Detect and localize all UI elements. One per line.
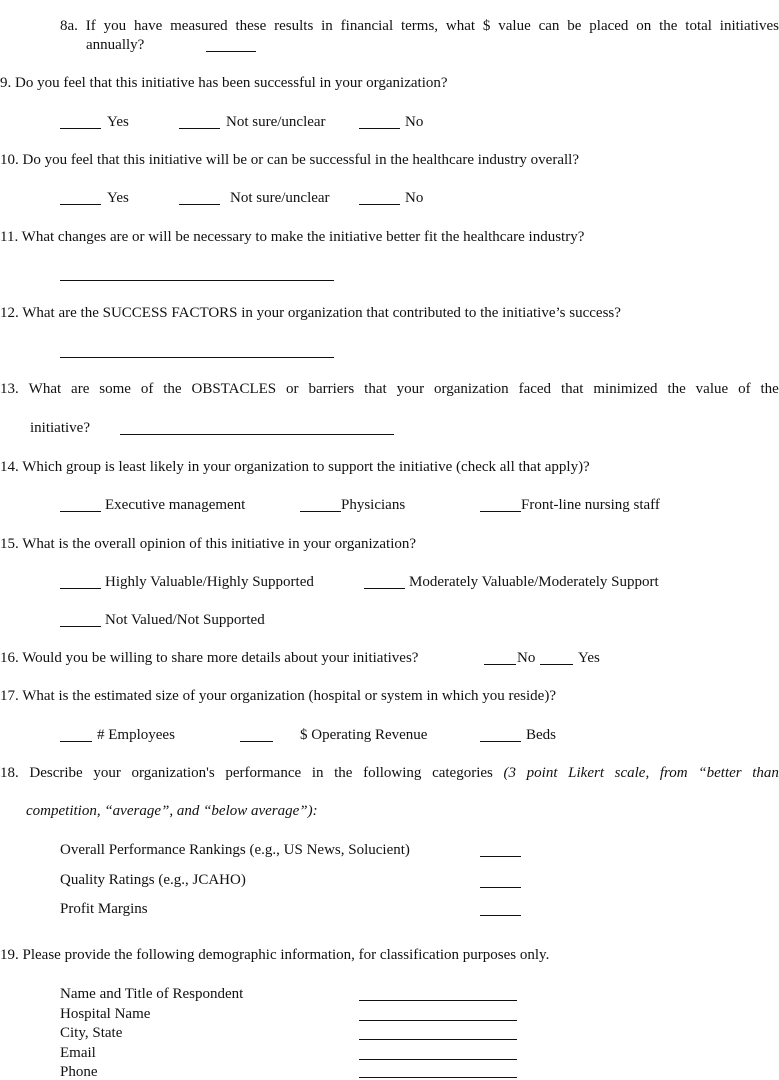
q17-employees-blank[interactable] bbox=[60, 727, 92, 742]
q13-line2: initiative? bbox=[30, 420, 90, 436]
q18-item-quality: Quality Ratings (e.g., JCAHO) bbox=[60, 872, 246, 888]
q9-notsure-blank[interactable] bbox=[179, 114, 220, 129]
q10-no-blank[interactable] bbox=[359, 190, 400, 205]
q8a-line1: 8a. If you have measured these results in financial terms, what $ value can be placed on the total initiatives bbox=[60, 18, 779, 34]
q18-line2: competition, “average”, and “below average”): bbox=[26, 803, 318, 819]
q19-hospital-blank[interactable] bbox=[359, 1006, 517, 1021]
q15-high-label: Highly Valuable/Highly Supported bbox=[105, 574, 314, 590]
q9-question: 9. Do you feel that this initiative has been successful in your organization? bbox=[0, 75, 448, 91]
q15-question: 15. What is the overall opinion of this initiative in your organization? bbox=[0, 536, 417, 552]
q17-beds-blank[interactable] bbox=[480, 727, 521, 742]
q14-question: 14. Which group is least likely in your organization to support the initiative (check all that apply)? bbox=[0, 459, 590, 475]
q14-nursing-blank[interactable] bbox=[480, 497, 521, 512]
q8a-answer-blank[interactable] bbox=[206, 37, 256, 52]
q16-yes-blank[interactable] bbox=[540, 650, 573, 665]
q19-phone-blank[interactable] bbox=[359, 1063, 517, 1078]
q19-name-blank[interactable] bbox=[359, 986, 517, 1001]
q10-notsure-blank[interactable] bbox=[179, 190, 220, 205]
q15-moderate-blank[interactable] bbox=[364, 574, 405, 589]
q16-yes-label: Yes bbox=[578, 650, 600, 666]
q19-field-phone-label: Phone bbox=[60, 1064, 98, 1080]
q17-employees-label: # Employees bbox=[97, 727, 175, 743]
q14-physicians-label: Physicians bbox=[341, 497, 406, 513]
q11-answer-blank[interactable] bbox=[60, 266, 334, 281]
q9-no-blank[interactable] bbox=[359, 114, 400, 129]
q10-yes-label: Yes bbox=[107, 190, 129, 206]
q9-yes-blank[interactable] bbox=[60, 114, 101, 129]
q19-field-city-label: City, State bbox=[60, 1025, 123, 1041]
q18-line1: 18. Describe your organization's performance in the following categories (3 point Likert scale, from “better than bbox=[0, 765, 779, 781]
q14-nursing-label: Front-line nursing staff bbox=[521, 497, 660, 513]
q18-quality-blank[interactable] bbox=[480, 873, 521, 888]
q9-no-label: No bbox=[405, 114, 424, 130]
q19-field-hospital-label: Hospital Name bbox=[60, 1006, 151, 1022]
q15-moderate-label: Moderately Valuable/Moderately Support bbox=[409, 574, 659, 590]
q9-yes-label: Yes bbox=[107, 114, 129, 130]
q16-no-label: No bbox=[517, 650, 536, 666]
q17-revenue-blank[interactable] bbox=[240, 727, 273, 742]
q19-field-email-label: Email bbox=[60, 1045, 96, 1061]
q13-line1: 13. What are some of the OBSTACLES or barriers that your organization faced that minimized the value of the bbox=[0, 381, 779, 397]
q14-exec-label: Executive management bbox=[105, 497, 246, 513]
q19-city-blank[interactable] bbox=[359, 1025, 517, 1040]
q18-item-profit: Profit Margins bbox=[60, 901, 148, 917]
q17-beds-label: Beds bbox=[526, 727, 556, 743]
q11-question: 11. What changes are or will be necessary to make the initiative better fit the healthcare industry? bbox=[0, 229, 585, 245]
q10-yes-blank[interactable] bbox=[60, 190, 101, 205]
q13-answer-blank[interactable] bbox=[120, 420, 394, 435]
q8a-line2: annually? bbox=[86, 37, 145, 53]
q10-no-label: No bbox=[405, 190, 424, 206]
q12-answer-blank[interactable] bbox=[60, 343, 334, 358]
q14-physicians-blank[interactable] bbox=[300, 497, 341, 512]
q18-overall-blank[interactable] bbox=[480, 842, 521, 857]
q9-notsure-label: Not sure/unclear bbox=[226, 114, 326, 130]
q19-question: 19. Please provide the following demographic information, for classification purposes only. bbox=[0, 947, 550, 963]
q19-email-blank[interactable] bbox=[359, 1045, 517, 1060]
q12-question: 12. What are the SUCCESS FACTORS in your organization that contributed to the initiative’s success? bbox=[0, 305, 621, 321]
q18-profit-blank[interactable] bbox=[480, 901, 521, 916]
q15-high-blank[interactable] bbox=[60, 574, 101, 589]
q17-revenue-label: $ Operating Revenue bbox=[300, 727, 428, 743]
q15-notvalued-label: Not Valued/Not Supported bbox=[105, 612, 265, 628]
q15-notvalued-blank[interactable] bbox=[60, 612, 101, 627]
q18-item-overall: Overall Performance Rankings (e.g., US News, Solucient) bbox=[60, 842, 410, 858]
q10-notsure-label: Not sure/unclear bbox=[230, 190, 330, 206]
q17-question: 17. What is the estimated size of your organization (hospital or system in which you reside)? bbox=[0, 688, 556, 704]
q10-question: 10. Do you feel that this initiative will be or can be successful in the healthcare industry overall? bbox=[0, 152, 579, 168]
q16-question: 16. Would you be willing to share more details about your initiatives? bbox=[0, 650, 419, 666]
q14-exec-blank[interactable] bbox=[60, 497, 101, 512]
q19-field-name-label: Name and Title of Respondent bbox=[60, 986, 244, 1002]
q16-no-blank[interactable] bbox=[484, 650, 516, 665]
